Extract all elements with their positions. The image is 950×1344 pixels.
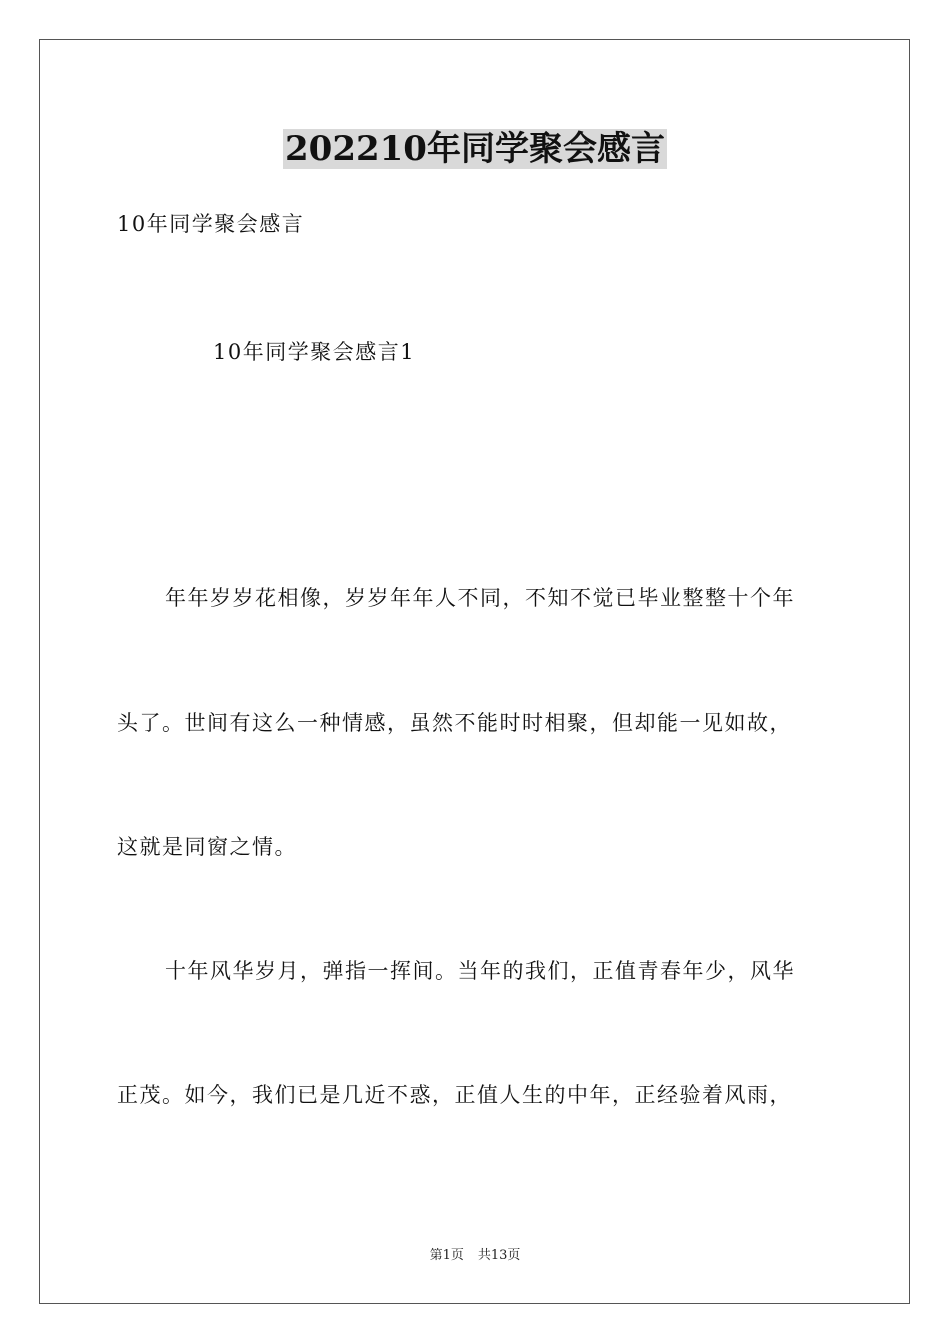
paragraph-line: 头了。世间有这么一种情感，虽然不能时时相聚，但却能一见如故， xyxy=(117,711,792,735)
document-title xyxy=(0,127,950,171)
page-number: 第1页 xyxy=(429,1248,464,1263)
paragraph-line: 十年风华岁月，弹指一挥间。当年的我们，正值青春年少，风华 xyxy=(165,959,795,983)
paragraph-line: 正茂。如今，我们已是几近不惑，正值人生的中年，正经验着风雨， xyxy=(117,1083,792,1107)
page-footer xyxy=(0,1247,950,1265)
section-heading: 10年同学聚会感言1 xyxy=(213,340,416,364)
paragraph-line: 这就是同窗之情。 xyxy=(117,835,297,859)
document-subtitle: 10年同学聚会感言 xyxy=(117,212,305,236)
document-title-text: 202210年同学聚会感言 xyxy=(285,129,665,169)
page-total: 共13页 xyxy=(477,1248,521,1263)
paragraph-line: 年年岁岁花相像，岁岁年年人不同，不知不觉已毕业整整十个年 xyxy=(165,586,795,610)
